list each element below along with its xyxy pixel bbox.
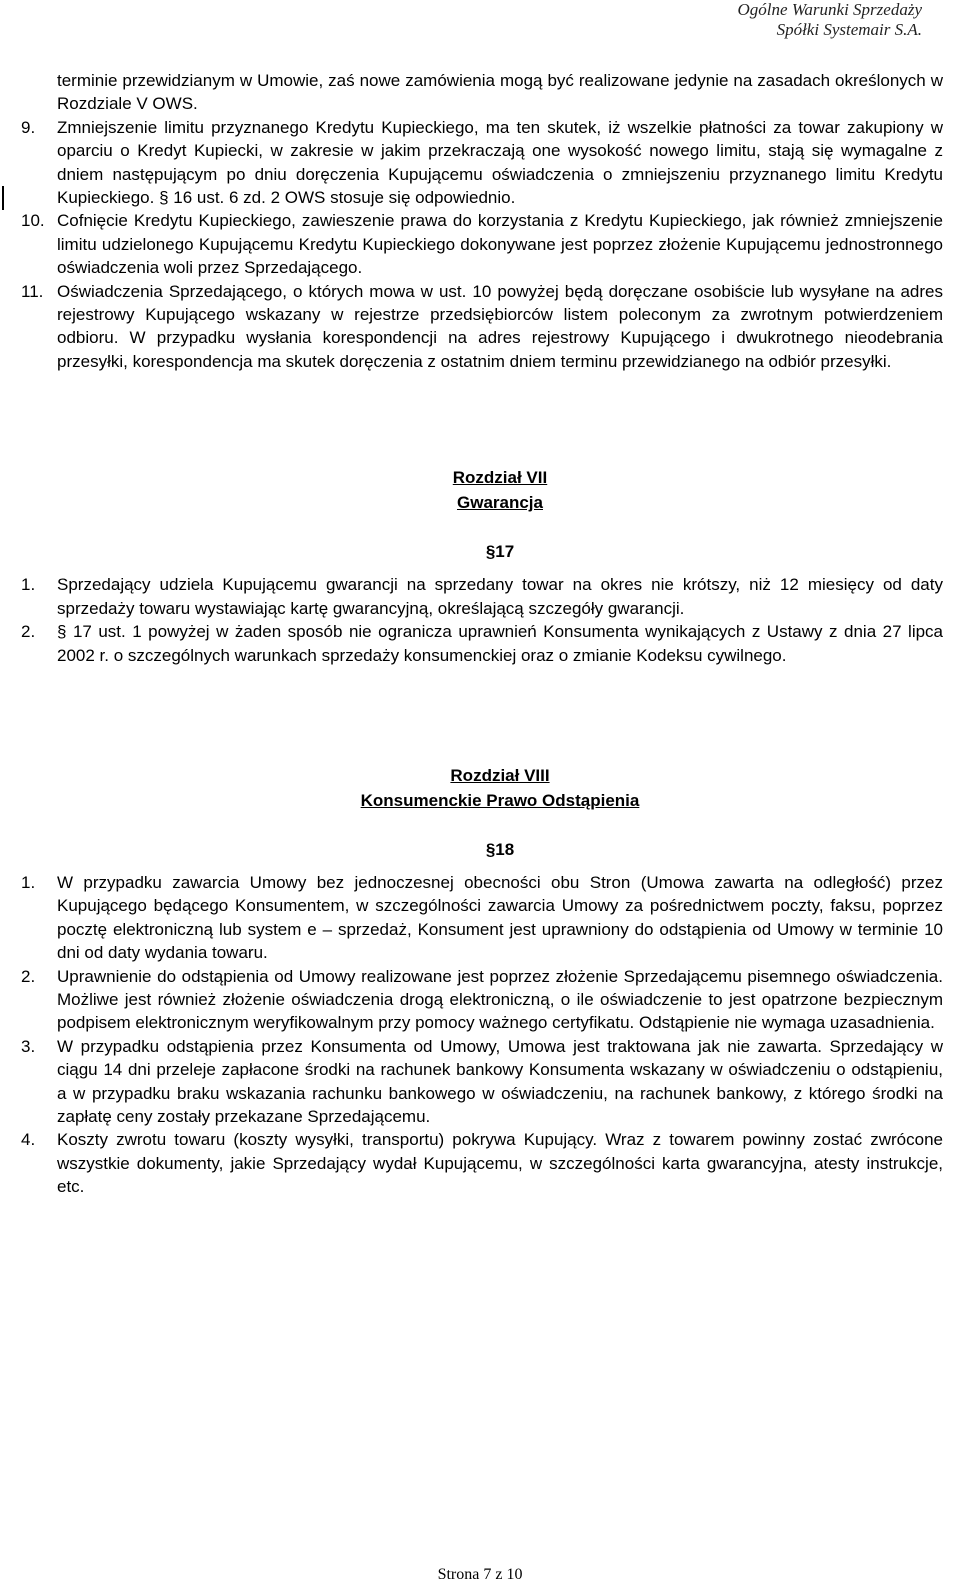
item-number: 9. — [21, 117, 36, 137]
list-item — [21, 1035, 943, 1129]
header-title: Ogólne Warunki Sprzedaży — [737, 0, 922, 19]
item-number: 3. — [21, 1036, 36, 1056]
item-number: 2. — [21, 966, 36, 986]
chapter-subtitle: Konsumenckie Prawo Odstąpienia — [360, 790, 640, 810]
list-item — [21, 620, 943, 667]
item-number: 10. — [21, 211, 45, 231]
page-number: Strona 7 z 10 — [437, 1566, 523, 1583]
item-text: W przypadku odstąpienia przez Konsumenta od Umowy, Umowa jest traktowana jak nie zawarta. Sprzedający w ciągu 14 dni przeleje zapłacone środki na rachunek bankowy Konsumenta wskazany w oświadczeniu o odstąpieniu, a w przypadku braku wskazania rachunku bankowego w oświadczeniu, na rachunek bankowy, z którego środki na zapłatę ceny zostały przekazane Sprzedającemu. — [57, 1036, 943, 1126]
list-item — [21, 116, 943, 210]
intro-paragraph: terminie przewidzianym w Umowie, zaś nowe zamówienia mogą być realizowane jedynie na zasadach określonych w Rozdziale V OWS. — [57, 71, 943, 114]
item-text: Cofnięcie Kredytu Kupieckiego, zawieszenie prawa do korzystania z Kredytu Kupieckiego, jak również zmniejszenie limitu udzielonego Kupującemu Kredytu Kupieckiego dokonywane jest poprzez złożenie Kupującemu jednostronnego oświadczenia woli przez Sprzedającego. — [57, 211, 943, 278]
item-number: 11. — [21, 281, 44, 301]
item-text: Sprzedający udziela Kupującemu gwarancji na sprzedany towar na okres nie krótszy, niż 12 miesięcy od daty sprzedaży towaru wystawiając kartę gwarancyjną, określającą szczegóły gwarancji. — [57, 575, 943, 618]
header-company: Spółki Systemair S.A. — [776, 20, 922, 39]
item-number: 2. — [21, 622, 36, 642]
item-text: W przypadku zawarcia Umowy bez jednoczesnej obecności obu Stron (Umowa zawarta na odległość) przez Kupującego będącego Konsumentem, w szczególności zawarcia Umowy za pośrednictwem poczty, faksu, poprzez pocztę elektroniczną lub system e – sprzedaż, Konsument jest uprawniony do odstąpienia od Umowy w terminie 10 dni od daty wydania towaru. — [57, 872, 943, 963]
list-item — [21, 573, 943, 620]
item-text: Oświadczenia Sprzedającego, o których mowa w ust. 10 powyżej będą doręczane osobiście lub wysyłane na adres rejestrowy Kupującego wskazany w rejestrze przedsiębiorców listem poleconym za zwrotnym potwierdzeniem odbioru. W przypadku wysłania korespondencji na adres rejestrowy Kupującego i dwukrotnego nieodebrania przesyłki, korespondencja ma skutek doręczenia z ostatnim dniem terminu przewidzianego na odbiór przesyłki. — [57, 281, 943, 371]
item-number: 4. — [21, 1130, 36, 1150]
document-header — [662, 0, 922, 40]
item-number: 1. — [21, 575, 36, 595]
chapter-title: Rozdział VIII — [450, 765, 550, 785]
list-item — [21, 209, 943, 279]
list-item — [21, 280, 943, 374]
document-body — [21, 69, 943, 1199]
revision-bar — [2, 186, 4, 210]
list-item — [21, 871, 943, 965]
chapter-title: Rozdział VII — [452, 468, 548, 488]
list-item — [21, 965, 943, 1035]
list-item — [21, 1128, 943, 1198]
item-number: 1. — [21, 872, 36, 892]
chapter-subtitle: Gwarancja — [457, 493, 543, 513]
item-text: § 17 ust. 1 powyżej w żaden sposób nie ogranicza uprawnień Konsumenta wynikających z Ustawy z dnia 27 lipca 2002 r. o szczególnych warunkach sprzedaży konsumenckiej oraz o zmianie Kodeksu cywilnego. — [57, 622, 943, 665]
item-text: Koszty zwrotu towaru (koszty wysyłki, transportu) pokrywa Kupujący. Wraz z towarem powinny zostać zwrócone wszystkie dokumenty, jakie Sprzedający wydał Kupującemu, w szczególności karta gwarancyjna, atesty instrukcje, etc. — [57, 1130, 943, 1197]
section-number: §17 — [485, 542, 515, 562]
item-text: Uprawnienie do odstąpienia od Umowy realizowane jest poprzez złożenie Sprzedającemu pisemnego oświadczenia. Możliwe jest również złożenie oświadczenia drogą elektroniczną, o ile oświadczenie to jest opatrzone bezpiecznym podpisem elektronicznym weryfikowalnym przy pomocy ważnego certyfikatu. Odstąpienie nie wymaga uzasadnienia. — [57, 966, 943, 1033]
item-text: Zmniejszenie limitu przyznanego Kredytu Kupieckiego, ma ten skutek, iż wszelkie płatności za towar zakupiony w oparciu o Kredyt Kupiecki, w zakresie w jakim przekraczają one wysokość nowego limitu, stają się wymagalne z dniem następującym po dniu doręczenia Kupującemu oświadczenia o zmniejszeniu przyznanego limitu Kredytu Kupieckiego. § 16 ust. 6 zd. 2 OWS stosuje się odpowiednio. — [57, 117, 943, 208]
section-number: §18 — [485, 839, 515, 859]
